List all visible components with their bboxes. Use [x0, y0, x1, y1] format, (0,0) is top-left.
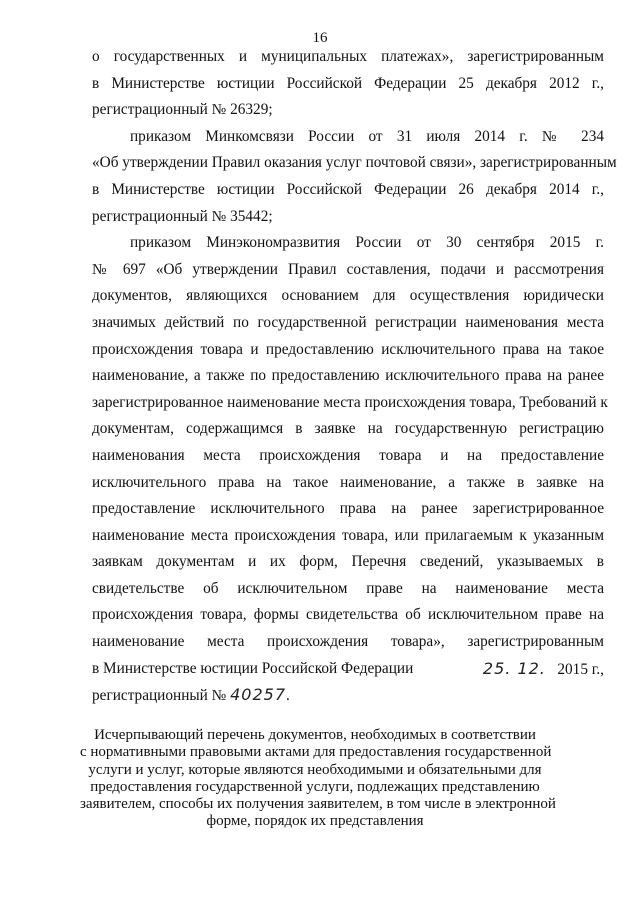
handwritten-date: 25. 12. [482, 658, 546, 678]
paragraph-line: регистрационный № 35442; [92, 207, 273, 225]
paragraph-line: происхождения товара и предоставлению исключительного права на такое [92, 340, 604, 358]
paragraph-line: заявкам документам и их форм, Перечня сведений, указываемых в [92, 553, 604, 571]
ministry-text: в Министерстве юстиции Российской Федерации [92, 659, 414, 677]
registration-number-period: . [286, 687, 290, 705]
handwritten-registration-number: 40257 [230, 685, 287, 705]
paragraph-line: происхождения товара, формы свидетельства об исключительном праве на [92, 606, 604, 624]
registration-number-line [92, 682, 604, 709]
paragraph-line: о государственных и муниципальных платежах», зарегистрированным [92, 48, 604, 65]
registration-year: 2015 г., [557, 660, 604, 678]
paragraph-line: наименования места происхождения товара и на предоставление [92, 446, 604, 464]
registration-number-label: регистрационный № [92, 687, 227, 705]
registration-date-line [92, 656, 604, 683]
paragraph-line: наименование места происхождения товара, или прилагаемым к указанным [92, 526, 604, 544]
paragraph-line: в Министерстве юстиции Российской Федерации 26 декабря 2014 г., [92, 180, 604, 198]
paragraph-line: наименование, а также по предоставлению исключительного права на ранее [92, 367, 604, 385]
paragraph-line: зарегистрированное наименование места происхождения товара, Требований к [92, 393, 608, 411]
paragraph-line: регистрационный № 26329; [92, 101, 273, 119]
paragraph-line: документам, содержащимся в заявке на государственную регистрацию [92, 420, 604, 438]
registration-date [483, 656, 604, 684]
paragraph-line: № 697 «Об утверждении Правил составления, подачи и рассмотрения [92, 260, 604, 278]
page-number: 16 [312, 30, 328, 46]
heading-line: форме, порядок их представления [206, 813, 424, 830]
paragraph-line: значимых действий по государственной регистрации наименования места [92, 313, 604, 331]
section-heading [80, 727, 556, 831]
paragraph-line: документов, являющихся основанием для осуществления юридически [92, 287, 604, 305]
heading-line: с нормативными правовыми актами для предоставления государственной [80, 744, 552, 761]
heading-line: услуги и услуг, которые являются необходимыми и обязательными для [88, 761, 542, 778]
paragraph-line: в Министерстве юстиции Российской Федерации 25 декабря 2012 г., [92, 74, 604, 92]
heading-line: заявителем, способы их получения заявителем, в том числе в электронной [80, 796, 556, 813]
paragraph-line: предоставление исключительного права на ранее зарегистрированное [92, 500, 604, 518]
paragraph-line: приказом Минэкономразвития России от 30 сентября 2015 г. [130, 234, 604, 252]
heading-line: предоставления государственной услуги, подлежащих представлению [90, 778, 540, 795]
paragraph-line: свидетельстве об исключительном праве на наименование места [92, 579, 604, 597]
paragraph-line: исключительного права на такое наименование, а также в заявке на [92, 473, 604, 491]
heading-line: Исчерпывающий перечень документов, необходимых в соответствии [94, 727, 536, 743]
paragraph-line: наименование места происхождения товара», зарегистрированным [92, 633, 604, 651]
document-body [92, 44, 617, 709]
paragraph-line: приказом Минкомсвязи России от 31 июля 2014 г. № 234 [130, 127, 604, 145]
paragraph-line: «Об утверждении Правил оказания услуг почтовой связи», зарегистрированным [92, 154, 617, 172]
